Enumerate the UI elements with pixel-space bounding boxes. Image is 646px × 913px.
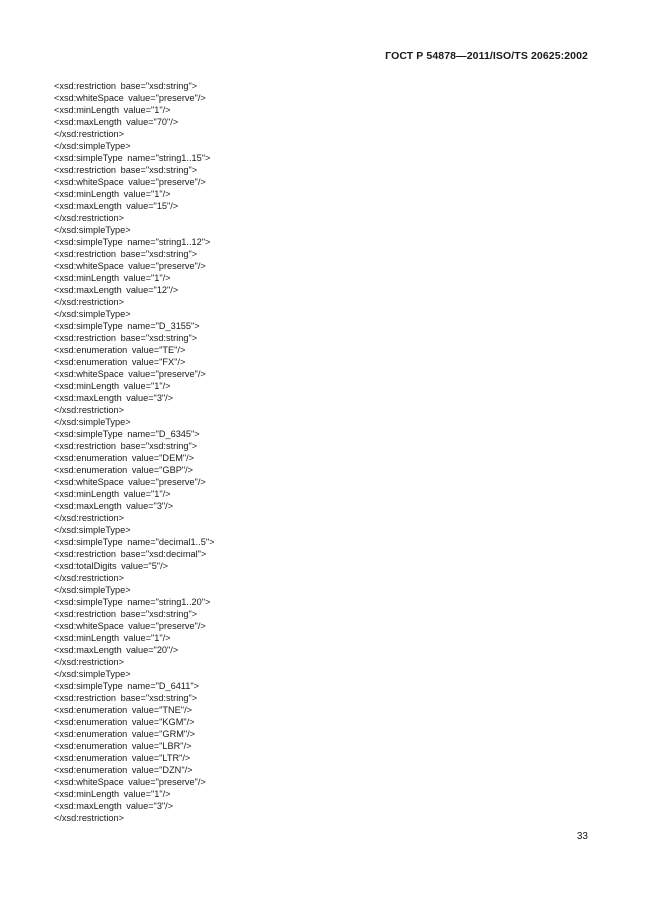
code-line: <xsd:enumeration value="LBR"/> — [54, 741, 192, 751]
code-line: <xsd:simpleType name="string1..12"> — [54, 237, 211, 247]
code-line: </xsd:simpleType> — [54, 225, 131, 235]
code-line: <xsd:totalDigits value="5"/> — [54, 561, 168, 571]
code-line: <xsd:simpleType name="D_3155"> — [54, 321, 200, 331]
code-line: <xsd:simpleType name="string1..15"> — [54, 153, 211, 163]
code-line: <xsd:minLength value="1"/> — [54, 489, 171, 499]
code-line: <xsd:restriction base="xsd:decimal"> — [54, 549, 207, 559]
code-line: <xsd:enumeration value="DEM"/> — [54, 453, 195, 463]
code-line: <xsd:whiteSpace value="preserve"/> — [54, 621, 206, 631]
code-line: </xsd:restriction> — [54, 213, 124, 223]
code-line: <xsd:minLength value="1"/> — [54, 789, 171, 799]
code-line: </xsd:restriction> — [54, 405, 124, 415]
code-line: </xsd:restriction> — [54, 297, 124, 307]
code-line: <xsd:restriction base="xsd:string"> — [54, 609, 198, 619]
code-line: <xsd:minLength value="1"/> — [54, 189, 171, 199]
code-line: <xsd:minLength value="1"/> — [54, 105, 171, 115]
code-line: <xsd:maxLength value="20"/> — [54, 645, 179, 655]
code-line: </xsd:simpleType> — [54, 309, 131, 319]
code-line: <xsd:enumeration value="GRM"/> — [54, 729, 196, 739]
page-number: 33 — [576, 831, 588, 842]
code-line: <xsd:enumeration value="FX"/> — [54, 357, 186, 367]
code-line: <xsd:enumeration value="DZN"/> — [54, 765, 193, 775]
code-line: <xsd:whiteSpace value="preserve"/> — [54, 93, 206, 103]
code-line: <xsd:whiteSpace value="preserve"/> — [54, 777, 206, 787]
xsd-code-listing — [54, 80, 594, 824]
code-line: <xsd:maxLength value="3"/> — [54, 501, 174, 511]
code-line: <xsd:whiteSpace value="preserve"/> — [54, 177, 206, 187]
code-line: <xsd:whiteSpace value="preserve"/> — [54, 477, 206, 487]
code-line: <xsd:enumeration value="TE"/> — [54, 345, 186, 355]
code-line: <xsd:simpleType name="D_6411"> — [54, 681, 199, 691]
code-line: <xsd:restriction base="xsd:string"> — [54, 693, 198, 703]
code-line: <xsd:maxLength value="3"/> — [54, 393, 174, 403]
code-line: </xsd:restriction> — [54, 513, 124, 523]
code-line: <xsd:simpleType name="string1..20"> — [54, 597, 211, 607]
code-line: <xsd:maxLength value="70"/> — [54, 117, 179, 127]
code-line: <xsd:minLength value="1"/> — [54, 633, 171, 643]
code-line: </xsd:simpleType> — [54, 141, 131, 151]
code-line: </xsd:simpleType> — [54, 669, 131, 679]
code-line: </xsd:simpleType> — [54, 417, 131, 427]
code-line: <xsd:whiteSpace value="preserve"/> — [54, 369, 206, 379]
code-line: <xsd:enumeration value="GBP"/> — [54, 465, 194, 475]
code-line: <xsd:restriction base="xsd:string"> — [54, 249, 198, 259]
code-line: <xsd:simpleType name="D_6345"> — [54, 429, 200, 439]
code-line: </xsd:restriction> — [54, 657, 124, 667]
code-line: <xsd:restriction base="xsd:string"> — [54, 165, 198, 175]
code-line: <xsd:enumeration value="TNE"/> — [54, 705, 192, 715]
code-line: </xsd:simpleType> — [54, 585, 131, 595]
code-line: <xsd:minLength value="1"/> — [54, 273, 171, 283]
code-line: <xsd:maxLength value="12"/> — [54, 285, 179, 295]
code-line: <xsd:maxLength value="3"/> — [54, 801, 174, 811]
code-line: <xsd:restriction base="xsd:string"> — [54, 441, 198, 451]
code-line: </xsd:restriction> — [54, 129, 124, 139]
code-line: <xsd:simpleType name="decimal1..5"> — [54, 537, 215, 547]
code-line: <xsd:restriction base="xsd:string"> — [54, 81, 198, 91]
code-line: <xsd:enumeration value="LTR"/> — [54, 753, 191, 763]
code-line: </xsd:simpleType> — [54, 525, 131, 535]
code-line: <xsd:minLength value="1"/> — [54, 381, 171, 391]
code-line: </xsd:restriction> — [54, 573, 124, 583]
code-line: <xsd:restriction base="xsd:string"> — [54, 333, 198, 343]
document-header: ГОСТ Р 54878—2011/ISO/TS 20625:2002 — [385, 50, 588, 62]
code-line: </xsd:restriction> — [54, 813, 124, 823]
code-line: <xsd:maxLength value="15"/> — [54, 201, 179, 211]
code-line: <xsd:whiteSpace value="preserve"/> — [54, 261, 206, 271]
code-line: <xsd:enumeration value="KGM"/> — [54, 717, 195, 727]
